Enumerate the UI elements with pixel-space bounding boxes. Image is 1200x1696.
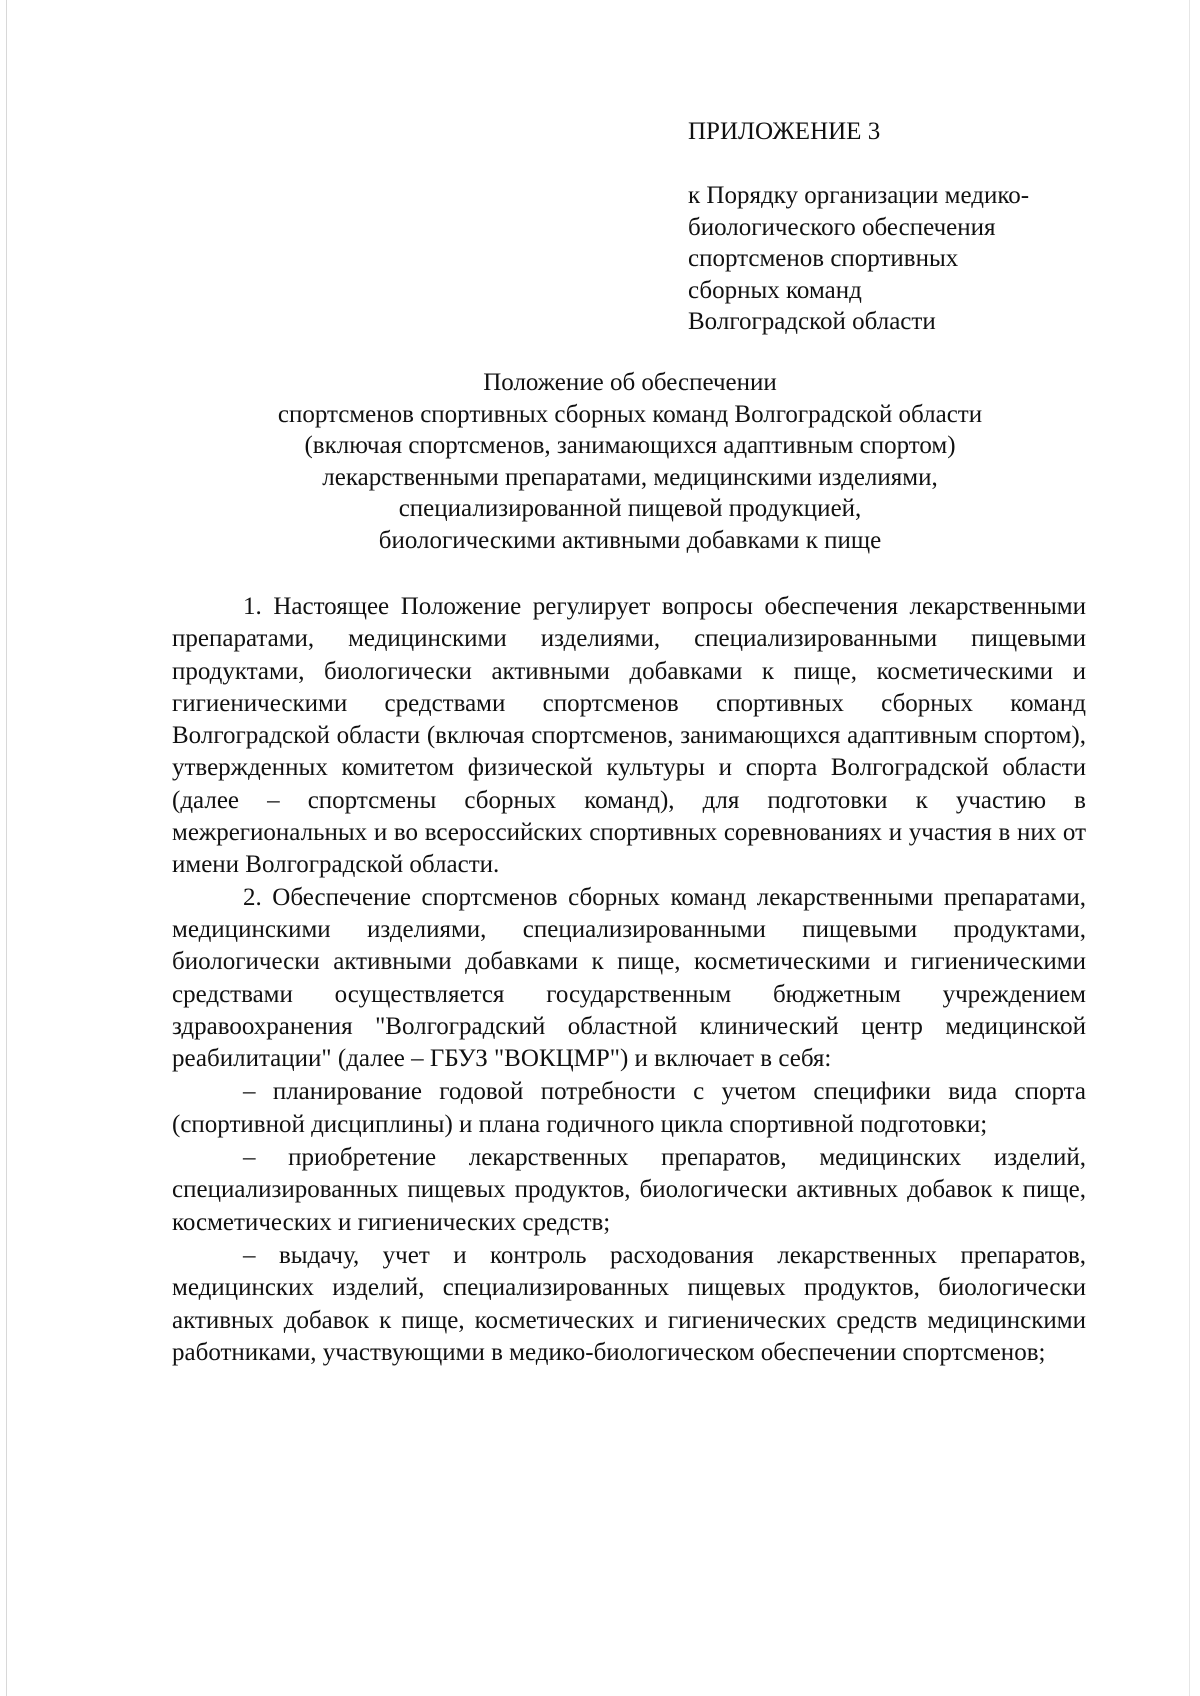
list-item-distribution: – выдачу, учет и контроль расходования лекарственных препаратов, медицинских изделий, специализированных пищевых продуктов, биологически активных добавок к пище, косметических и гигиенических средств медицинскими работниками, участвующими в медико-биологическом обеспечении спортсменов; <box>172 1241 1086 1366</box>
appendix-reference: к Порядку организации медико- биологического обеспечения спортсменов спортивных сборных команд Волгоградской области <box>688 182 1030 335</box>
page-left-edge <box>6 0 7 1696</box>
document-title: Положение об обеспечении спортсменов спортивных сборных команд Волгоградской области (включая спортсменов, занимающихся адаптивным спортом) лекарственными препаратами, медицинскими изделиями, специализированной пищевой продукцией, биологическими активными добавками к пище <box>277 369 983 554</box>
document-body <box>172 591 1086 1369</box>
page-right-edge <box>1189 0 1190 1696</box>
appendix-title: ПРИЛОЖЕНИЕ 3 <box>688 118 881 145</box>
paragraph-2: 2. Обеспечение спортсменов сборных команд лекарственными препаратами, медицинскими изделиями, специализированными пищевыми продуктами, биологически активными добавками к пище, косметическими и гигиеническими средствами осуществляется государственным бюджетным учреждением здравоохранения "Волгоградский областной клинический центр медицинской реабилитации" (далее – ГБУЗ "ВОКЦМР") и включает в себя: <box>172 883 1086 1073</box>
list-item-planning: – планирование годовой потребности с учетом специфики вида спорта (спортивной дисциплины) и плана годичного цикла спортивной подготовки; <box>172 1078 1086 1138</box>
list-item-purchase: – приобретение лекарственных препаратов, медицинских изделий, специализированных пищевых продуктов, биологически активных добавок к пище, косметических и гигиенических средств; <box>172 1144 1086 1236</box>
paragraph-1: 1. Настоящее Положение регулирует вопросы обеспечения лекарственными препаратами, медицинскими изделиями, специализированными пищевыми продуктами, биологически активными добавками к пище, косметическими и гигиеническими средствами спортсменов спортивных сборных команд Волгоградской области (включая спортсменов, занимающихся адаптивным спортом), утвержденных комитетом физической культуры и спорта Волгоградской области (далее – спортсмены сборных команд), для подготовки к участию в межрегиональных и во всероссийских спортивных соревнованиях и участия в них от имени Волгоградской области. <box>172 593 1086 879</box>
